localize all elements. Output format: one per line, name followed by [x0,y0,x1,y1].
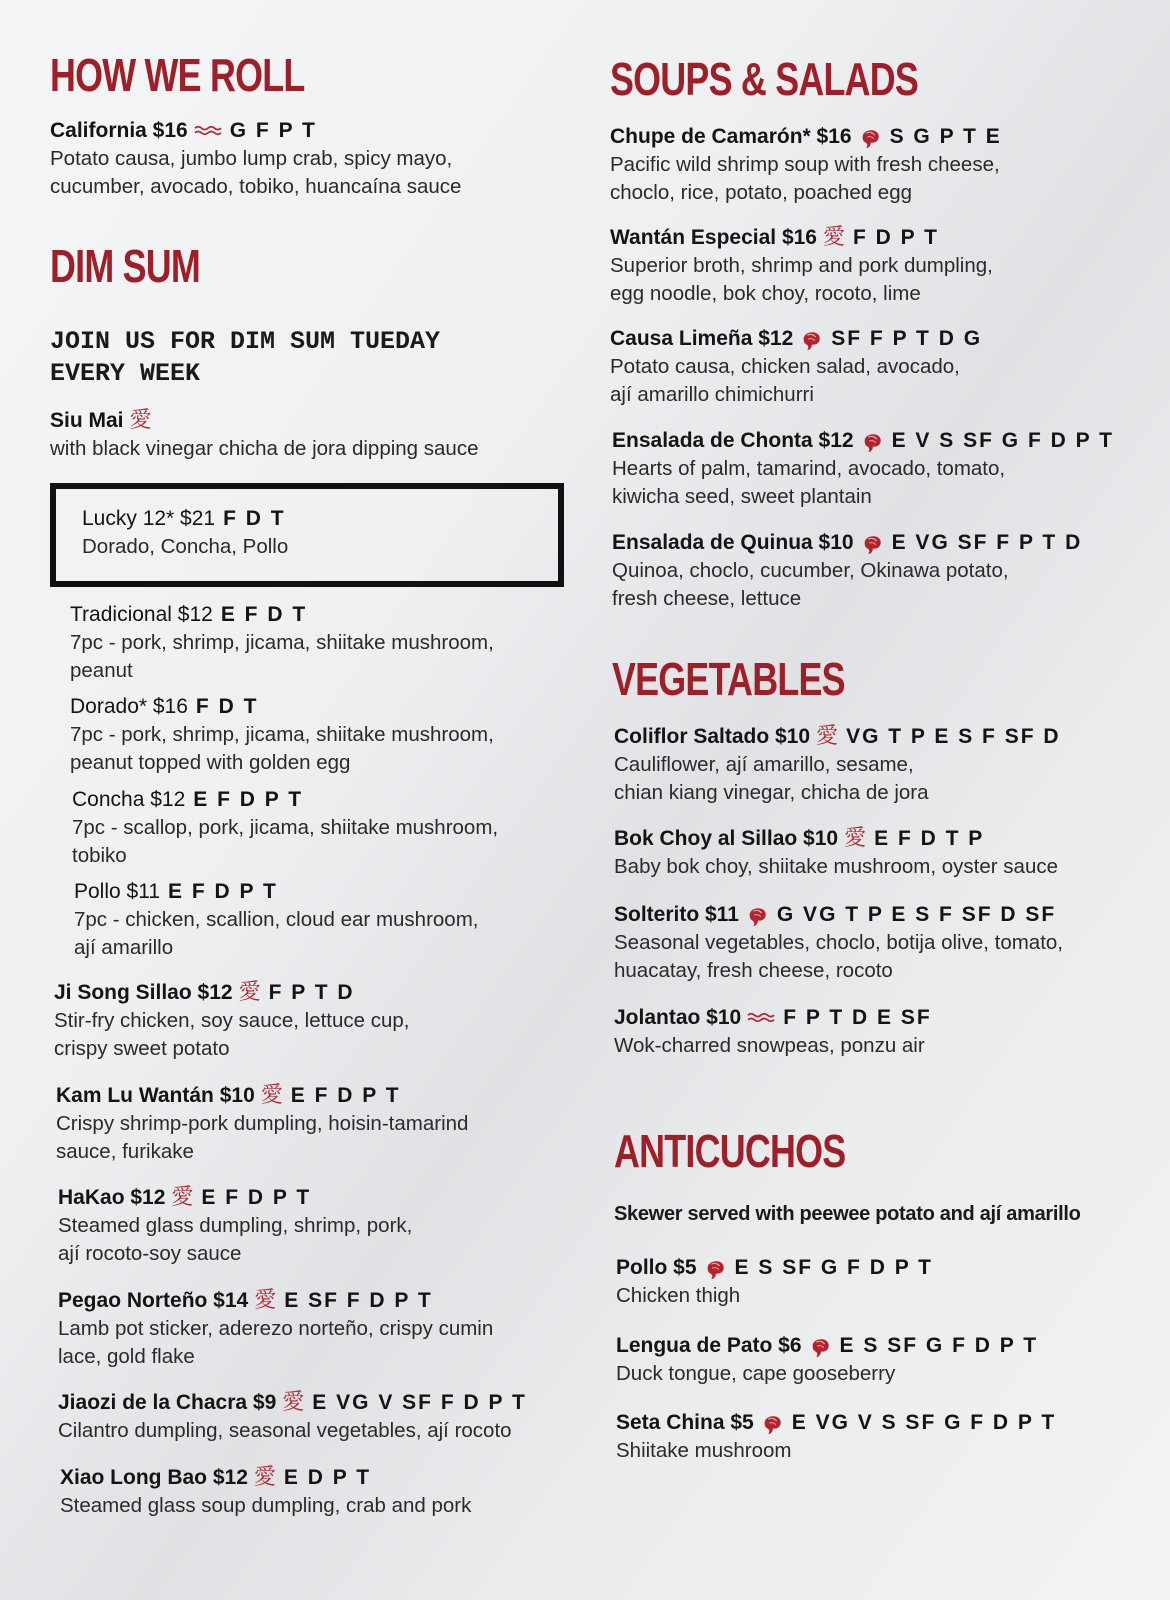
love-kanji-icon: 愛 [844,826,867,852]
menu-item-solterito: Solterito $11 G VG T P E S F SF D SF Seasonal vegetables, choclo, botija olive, tomato, huacatay, fresh cheese, rocoto [614,903,1063,982]
menu-item-kam-lu-wantan: Kam Lu Wantán $10 愛 E F D P T Crispy shrimp-pork dumpling, hoisin-tamarind sauce, furikake [56,1083,469,1163]
menu-item-concha: Concha $12 E F D P T 7pc - scallop, pork, jicama, shiitake mushroom, tobiko [72,788,499,867]
menu-item-siu-mai: Siu Mai 愛 with black vinegar chicha de jora dipping sauce [50,408,479,460]
chili-icon [760,1411,784,1435]
section-heading-vegetables: VEGETABLES [612,653,845,705]
love-kanji-icon: 愛 [254,1288,277,1314]
chili-icon [858,125,882,149]
menu-item-jolantao: Jolantao $10 F P T D E SF Wok-charred snowpeas, ponzu air [614,1006,932,1057]
love-kanji-icon: 愛 [260,1083,283,1109]
section-heading-anticuchos: ANTICUCHOS [614,1125,846,1177]
menu-item-ensalada-de-quinua: Ensalada de Quinua $10 E VG SF F P T D Quinoa, choclo, cucumber, Okinawa potato, fresh cheese, lettuce [612,531,1083,610]
love-kanji-icon: 愛 [816,724,839,750]
menu-item-lengua-de-pato: Lengua de Pato $6 E S SF G F D P T Duck tongue, cape gooseberry [616,1334,1039,1385]
section-heading-how-we-roll: HOW WE ROLL [50,49,305,101]
love-kanji-icon: 愛 [282,1390,305,1416]
menu-item-xiao-long-bao: Xiao Long Bao $12 愛 E D P T Steamed glass soup dumpling, crab and pork [60,1465,472,1517]
chili-icon [808,1334,832,1358]
love-kanji-icon: 愛 [822,225,845,251]
chili-icon [860,429,884,453]
love-kanji-icon: 愛 [238,980,261,1006]
menu-item-seta-china: Seta China $5 E VG V S SF G F D P T Shiitake mushroom [616,1411,1057,1462]
menu-item-ensalada-de-chonta: Ensalada de Chonta $12 E V S SF G F D P T Hearts of palm, tamarind, avocado, tomato, kiwicha seed, sweet plantain [612,429,1114,508]
menu-item-chupe-de-camaron: Chupe de Camarón* $16 S G P T E Pacific wild shrimp soup with fresh cheese, choclo, rice, potato, poached egg [610,125,1002,204]
section-heading-dim-sum: DIM SUM [50,240,201,292]
menu-item-hakao: HaKao $12 愛 E F D P T Steamed glass dumpling, shrimp, pork, ají rocoto-soy sauce [58,1185,413,1265]
section-heading-soups-salads: SOUPS & SALADS [610,53,919,105]
chili-icon [860,531,884,555]
chili-icon [745,903,769,927]
menu-item-tradicional: Tradicional $12 E F D T 7pc - pork, shrimp, jicama, shiitake mushroom, peanut [70,603,494,682]
menu-item-ji-song-sillao: Ji Song Sillao $12 愛 F P T D Stir-fry chicken, soy sauce, lettuce cup, crispy sweet potato [54,980,410,1060]
love-kanji-icon: 愛 [129,408,152,434]
menu-item-pollo-dim-sum: Pollo $11 E F D P T 7pc - chicken, scallion, cloud ear mushroom, ají amarillo [74,880,479,959]
menu-item-dorado: Dorado* $16 F D T 7pc - pork, shrimp, jicama, shiitake mushroom, peanut topped with golden egg [70,695,494,774]
menu-item-causa-limena: Causa Limeña $12 SF F P T D G Potato causa, chicken salad, avocado, ají amarillo chimichurri [610,327,983,406]
menu-item-coliflor-saltado: Coliflor Saltado $10 愛 VG T P E S F SF D Cauliflower, ají amarillo, sesame, chian kiang vinegar, chicha de jora [614,724,1061,804]
menu-item-wantan-especial: Wantán Especial $16 愛 F D P T Superior broth, shrimp and pork dumpling, egg noodle, bok choy, rocoto, lime [610,225,993,305]
dim-sum-notice: JOIN US FOR DIM SUM TUEDAY EVERY WEEK [50,327,441,388]
menu-item-pollo-anticucho: Pollo $5 E S SF G F D P T Chicken thigh [616,1256,934,1307]
menu-item-california: California $16 G F P T Potato causa, jumbo lump crab, spicy mayo, cucumber, avocado, tobiko, huancaína sauce [50,119,462,198]
menu-item-jiaozi: Jiaozi de la Chacra $9 愛 E VG V SF F D P T Cilantro dumpling, seasonal vegetables, ají rocoto [58,1390,527,1442]
menu-item-pegao-norteno: Pegao Norteño $14 愛 E SF F D P T Lamb pot sticker, aderezo norteño, crispy cumin lace, gold flake [58,1288,494,1368]
anticuchos-note: Skewer served with peewee potato and ají amarillo [614,1203,1081,1225]
love-kanji-icon: 愛 [171,1185,194,1211]
wave-icon [747,1011,775,1025]
chili-icon [799,327,823,351]
love-kanji-icon: 愛 [253,1465,276,1491]
menu-item-bok-choy-al-sillao: Bok Choy al Sillao $10 愛 E F D T P Baby bok choy, shiitake mushroom, oyster sauce [614,826,1058,878]
wave-icon [194,124,222,138]
chili-icon [703,1256,727,1280]
menu-item-lucky-12: Lucky 12* $21 F D T Dorado, Concha, Pollo [82,507,289,558]
